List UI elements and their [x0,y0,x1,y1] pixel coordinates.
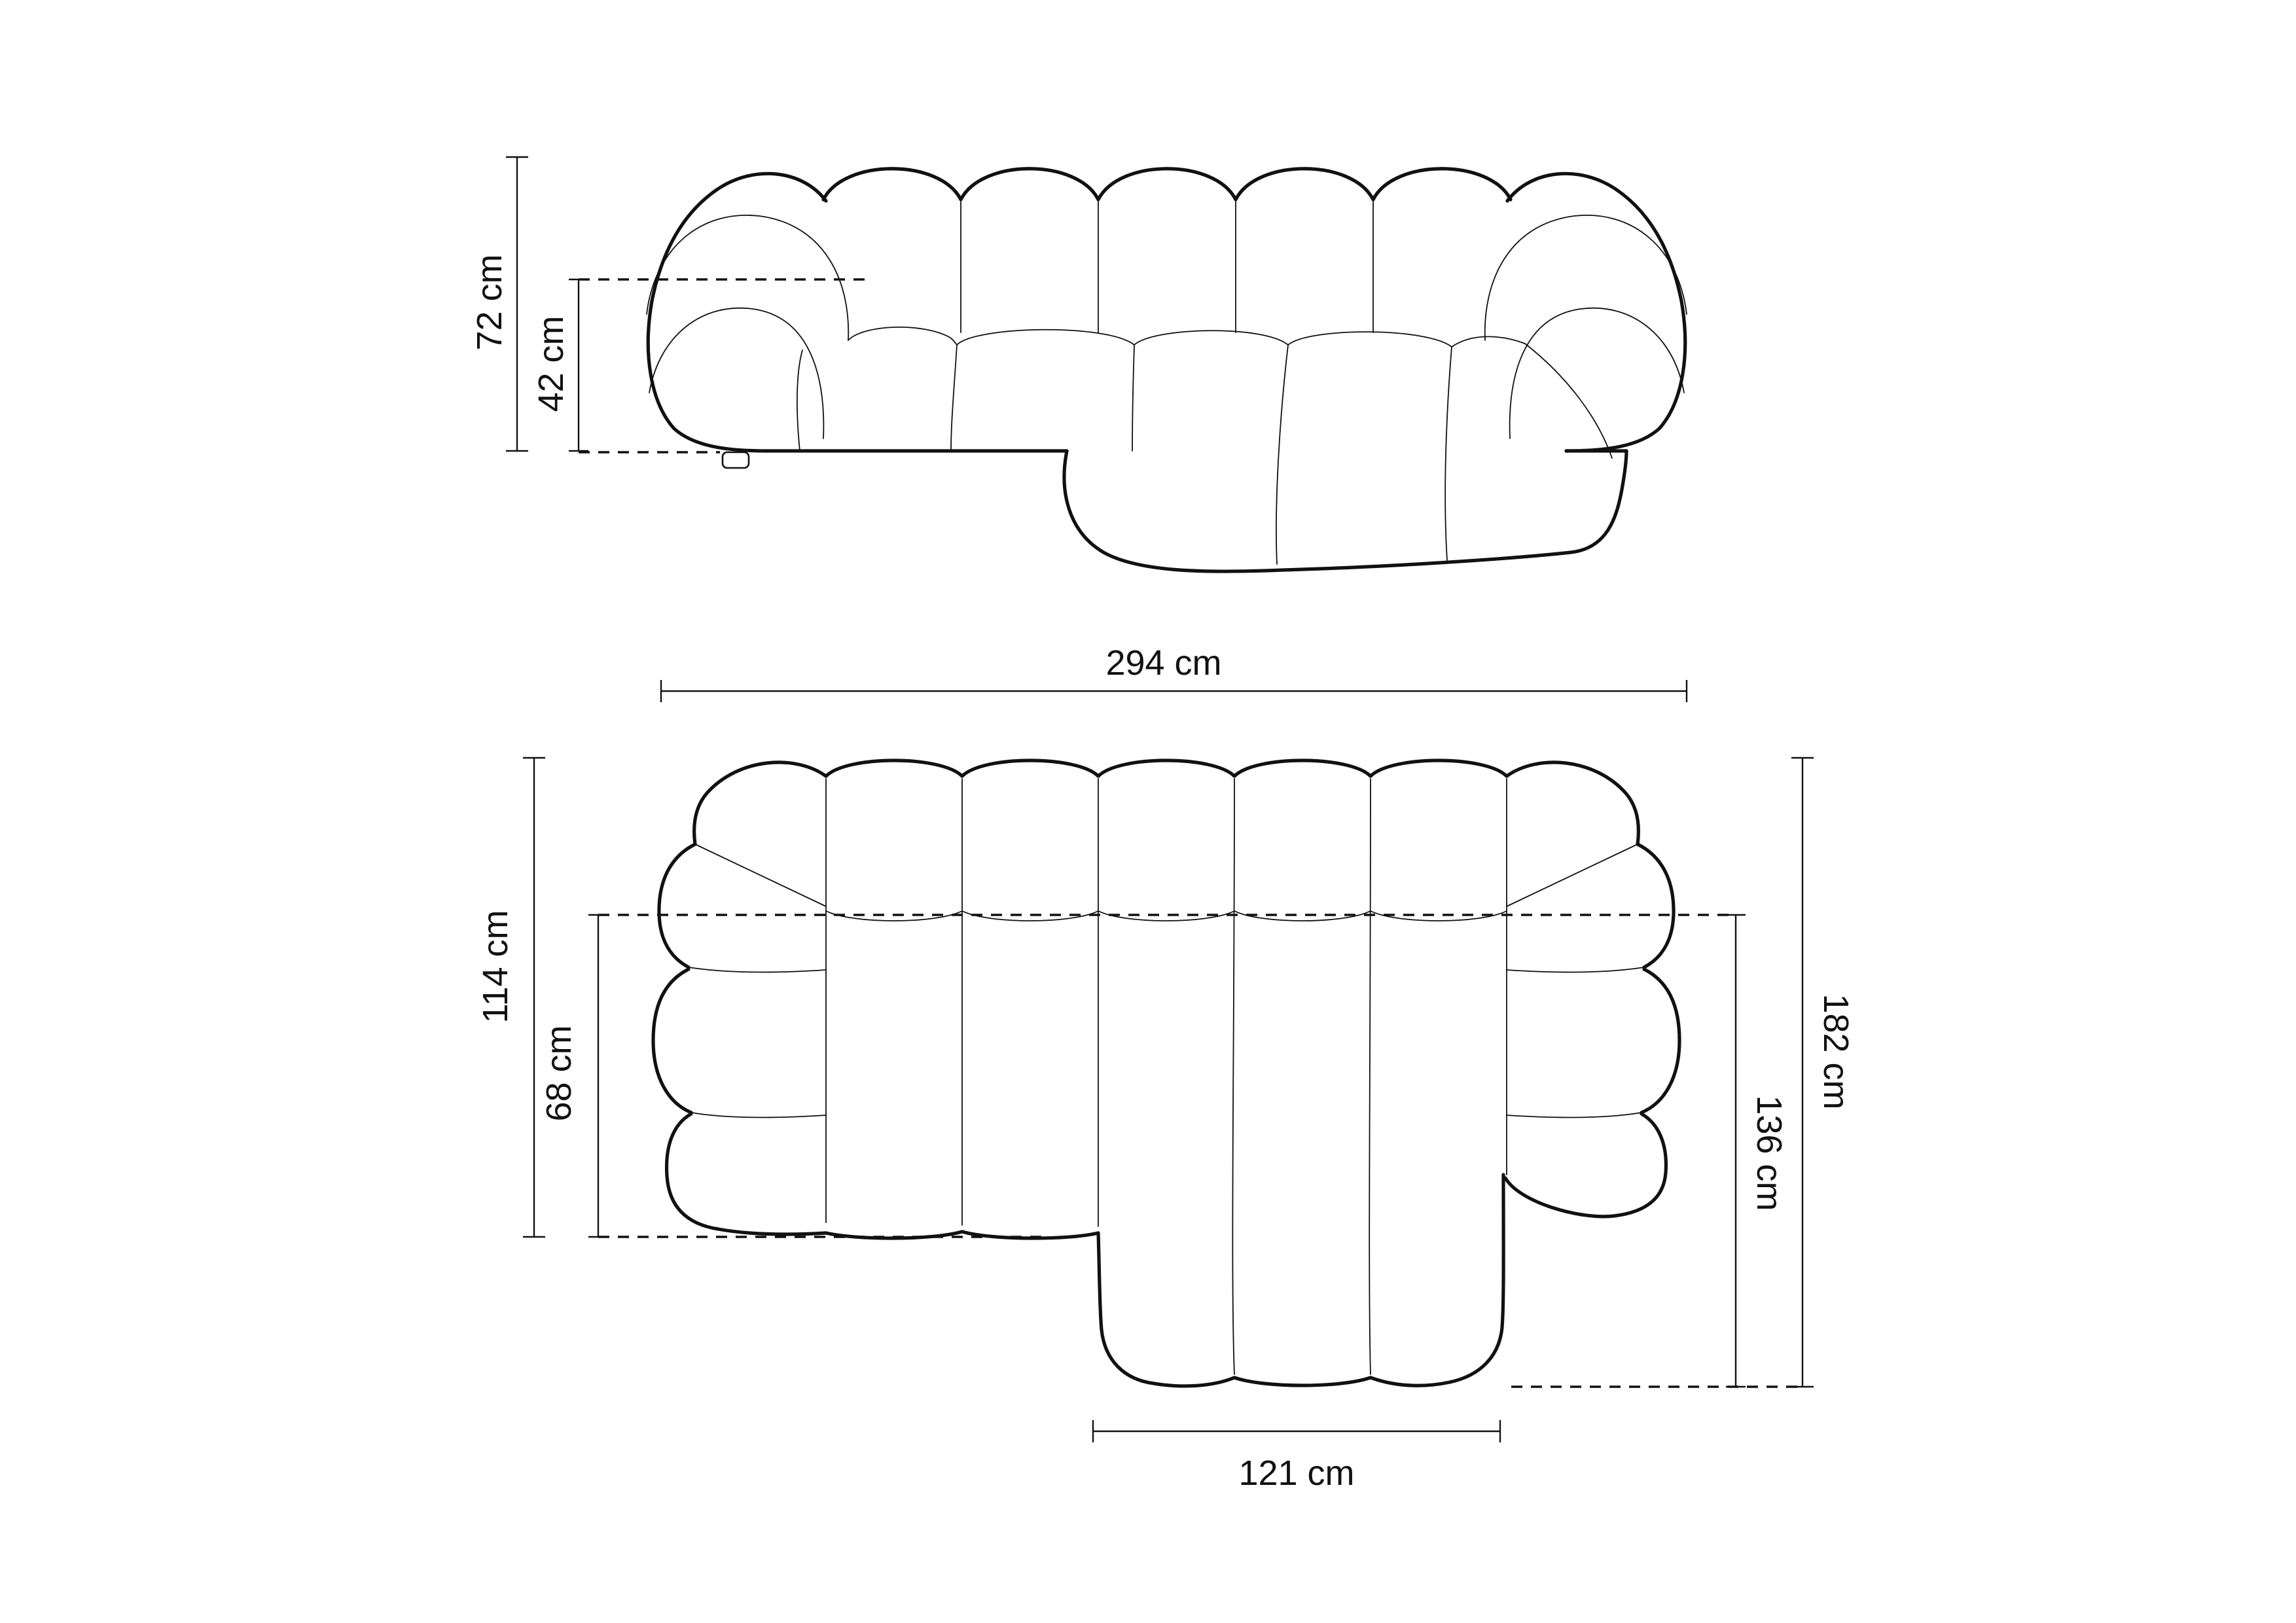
top-right-corner-seam [1507,844,1638,906]
top-right-corner-bubble [1507,762,1638,844]
top-seat-depth-dimension [539,915,608,1237]
top-sofa-drawing [653,760,1679,1386]
top-left-arm-bubble [659,844,695,967]
dimension-label-total-height: 72 cm [470,254,509,351]
top-right-arm-bubble [1638,844,1674,967]
top-left-arm-division [689,967,826,972]
front-seat-cushion-edge [797,350,802,451]
top-right-arm-bubble [1505,1114,1666,1217]
top-view [476,758,1856,1493]
top-back-cushion-arches [826,760,1507,776]
top-chaise-width-dimension [1093,1420,1500,1493]
dimension-label-chaise-width: 121 cm [1238,1454,1355,1493]
top-chaise-depth-dimension [1726,915,1789,1387]
dimension-label-total-depth: 182 cm [1816,993,1856,1110]
dimension-label-chaise-depth: 136 cm [1749,1095,1789,1211]
top-left-arm-bubble [667,1114,718,1229]
top-left-arm-division [691,1113,826,1117]
top-right-arm-division [1507,967,1644,972]
top-seat-divider [1369,779,1371,1374]
dimension-label-side-depth: 114 cm [476,910,515,1024]
front-seat-divider [951,345,957,451]
front-right-arm-inner-bubble [1510,308,1684,438]
top-left-corner-bubble [694,762,826,844]
dimension-label-seat-height: 42 cm [531,315,571,412]
top-chaise-outline [1098,1175,1503,1386]
top-right-arm-division [1507,1113,1641,1117]
front-chaise-outline [1064,451,1626,571]
front-chaise-divider [1445,347,1452,560]
front-seat-divider [1132,345,1134,451]
front-chaise-right-seam [1525,344,1612,458]
top-left-arm-bubble [653,969,691,1113]
dimension-label-total-width: 294 cm [1105,643,1222,683]
top-seat-divider [1232,779,1234,1374]
front-height-dimension [470,157,528,451]
front-sofa-drawing [647,169,1687,571]
dimension-label-seat-depth: 68 cm [539,1025,579,1122]
top-total-depth-dimension [1791,758,1856,1387]
front-seat-height-dimension [531,279,872,452]
front-seat-cushion-tops [848,327,1525,347]
top-side-depth-dimension [476,758,545,1237]
front-back-cushion-arches [823,169,1511,200]
top-left-corner-seam [695,844,826,906]
front-view [470,157,1687,702]
front-width-dimension [661,643,1687,702]
top-right-arm-bubble [1641,969,1679,1113]
front-sofa-foot [723,452,749,468]
front-chaise-divider [1276,345,1288,564]
